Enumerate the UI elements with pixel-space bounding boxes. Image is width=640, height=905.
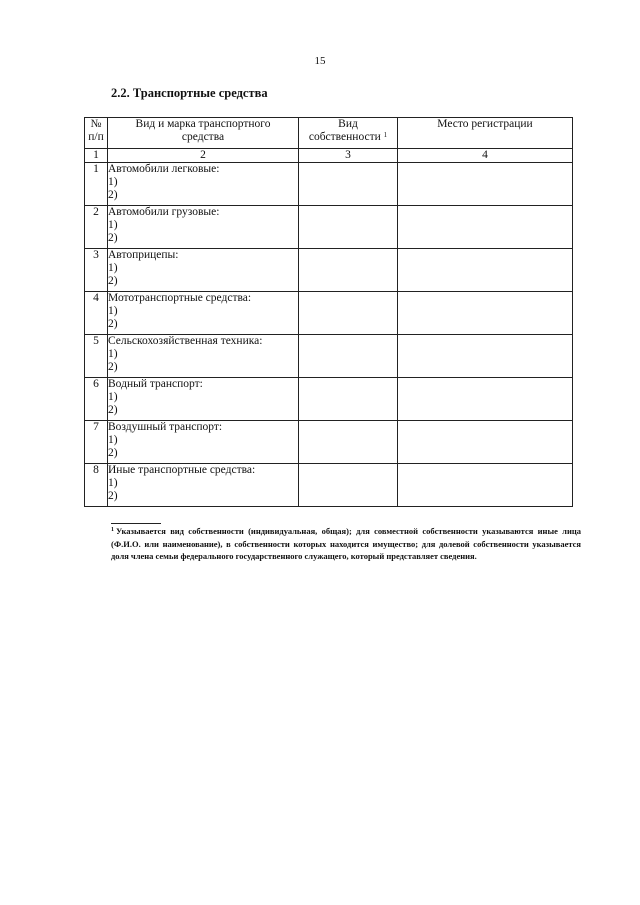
ownership-cell — [299, 335, 398, 378]
column-number: 2 — [108, 149, 299, 163]
vehicle-item-2: 2) — [108, 232, 118, 244]
footnote — [111, 525, 581, 563]
vehicle-item-1: 1) — [108, 434, 118, 446]
column-number: 1 — [85, 149, 108, 163]
header-type-line1: Вид и марка транспортного — [135, 118, 271, 130]
registration-cell — [398, 335, 573, 378]
vehicle-type-label: Воздушный транспорт: — [108, 421, 223, 433]
row-number: 6 — [85, 378, 108, 421]
table-row — [85, 421, 573, 464]
table-row — [85, 335, 573, 378]
vehicle-item-2: 2) — [108, 275, 118, 287]
row-number: 4 — [85, 292, 108, 335]
vehicle-type-label: Иные транспортные средства: — [108, 464, 256, 476]
vehicle-item-1: 1) — [108, 219, 118, 231]
header-ownership — [299, 118, 398, 149]
registration-cell — [398, 378, 573, 421]
ownership-cell — [299, 206, 398, 249]
vehicle-item-1: 1) — [108, 391, 118, 403]
header-ownership-text: собственности — [308, 131, 381, 143]
header-num-line2: п/п — [88, 131, 104, 143]
table-header-row — [85, 118, 573, 149]
column-number-row — [85, 149, 573, 163]
header-num-line1: № — [90, 118, 102, 130]
vehicle-item-1: 1) — [108, 262, 118, 274]
row-number: 8 — [85, 464, 108, 507]
registration-cell — [398, 464, 573, 507]
footnote-reference: 1 — [383, 131, 388, 139]
vehicle-type-cell — [108, 206, 299, 249]
ownership-cell — [299, 421, 398, 464]
vehicle-type-label: Автоприцепы: — [108, 249, 179, 261]
header-type-line2: средства — [181, 131, 225, 143]
vehicle-item-1: 1) — [108, 305, 118, 317]
vehicle-type-label: Водный транспорт: — [108, 378, 203, 390]
header-ownership-line2 — [299, 131, 397, 144]
header-registration — [398, 118, 573, 149]
row-number: 1 — [85, 163, 108, 206]
column-number: 4 — [398, 149, 573, 163]
ownership-cell — [299, 378, 398, 421]
transport-table — [84, 117, 573, 507]
ownership-cell — [299, 163, 398, 206]
header-registration-text: Место регистрации — [437, 118, 533, 130]
registration-cell — [398, 292, 573, 335]
registration-cell — [398, 163, 573, 206]
header-type — [108, 118, 299, 149]
table-row — [85, 378, 573, 421]
vehicle-type-cell — [108, 335, 299, 378]
table-row — [85, 249, 573, 292]
footnote-mark: 1 — [111, 527, 114, 533]
registration-cell — [398, 421, 573, 464]
table-row — [85, 292, 573, 335]
vehicle-type-cell — [108, 163, 299, 206]
table-body — [85, 163, 573, 507]
row-number: 7 — [85, 421, 108, 464]
vehicle-item-2: 2) — [108, 490, 118, 502]
table-row — [85, 206, 573, 249]
header-ownership-line1: Вид — [338, 118, 358, 130]
table-row — [85, 163, 573, 206]
table-row — [85, 464, 573, 507]
vehicle-type-label: Мототранспортные средства: — [108, 292, 252, 304]
vehicle-type-cell — [108, 421, 299, 464]
vehicle-type-label: Сельскохозяйственная техника: — [108, 335, 263, 347]
row-number: 3 — [85, 249, 108, 292]
footnote-divider — [111, 523, 161, 524]
header-num — [85, 118, 108, 149]
vehicle-type-label: Автомобили легковые: — [108, 163, 220, 175]
column-number: 3 — [299, 149, 398, 163]
registration-cell — [398, 206, 573, 249]
section-title: 2.2. Транспортные средства — [111, 86, 268, 100]
vehicle-type-cell — [108, 464, 299, 507]
registration-cell — [398, 249, 573, 292]
vehicle-item-2: 2) — [108, 318, 118, 330]
vehicle-type-cell — [108, 378, 299, 421]
row-number: 5 — [85, 335, 108, 378]
row-number: 2 — [85, 206, 108, 249]
vehicle-item-1: 1) — [108, 176, 118, 188]
page-number: 15 — [314, 55, 326, 67]
vehicle-item-2: 2) — [108, 361, 118, 373]
ownership-cell — [299, 249, 398, 292]
ownership-cell — [299, 464, 398, 507]
vehicle-item-1: 1) — [108, 348, 118, 360]
vehicle-item-1: 1) — [108, 477, 118, 489]
footnote-text: Указывается вид собственности (индивидуальная, общая); для совместной собственности указываются иные лица (Ф.И.О. или наименование), в собственности которых находится имущество; для долевой собственности указывается доля члена семьи федерального государственного служащего, который представляет сведения. — [111, 526, 581, 561]
vehicle-type-cell — [108, 292, 299, 335]
vehicle-item-2: 2) — [108, 189, 118, 201]
vehicle-type-label: Автомобили грузовые: — [108, 206, 220, 218]
vehicle-item-2: 2) — [108, 404, 118, 416]
ownership-cell — [299, 292, 398, 335]
vehicle-type-cell — [108, 249, 299, 292]
vehicle-item-2: 2) — [108, 447, 118, 459]
